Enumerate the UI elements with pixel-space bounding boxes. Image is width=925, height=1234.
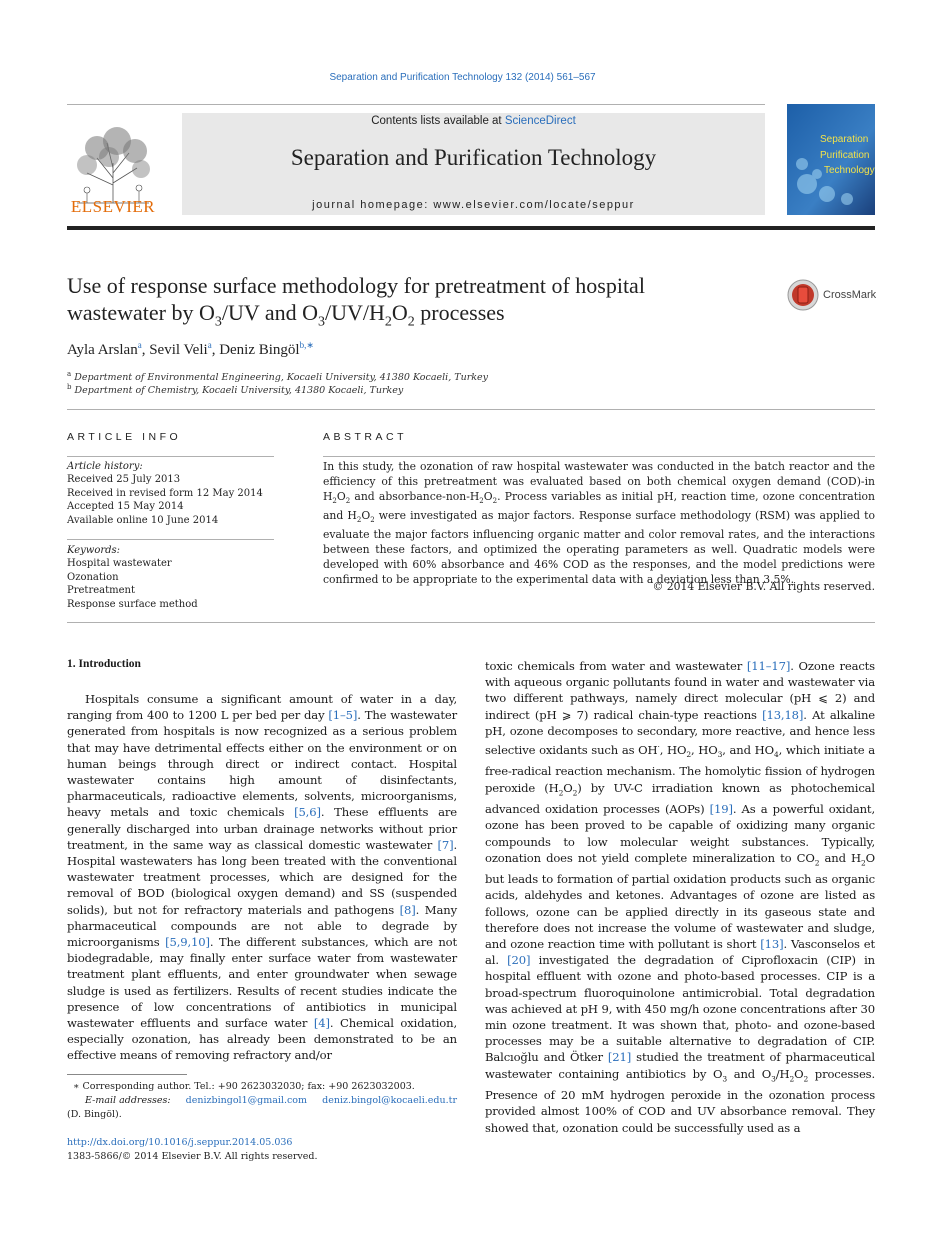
history-item: Accepted 15 May 2014 (67, 501, 184, 513)
keywords (67, 544, 277, 611)
elsevier-wordmark: ELSEVIER (70, 197, 156, 216)
doi-link[interactable]: http://dx.doi.org/10.1016/j.seppur.2014.05.036 (67, 1137, 293, 1148)
section-divider (67, 409, 875, 410)
author-name: Sevil Veli (149, 342, 208, 358)
citation-link[interactable]: [1–5] (328, 708, 358, 723)
citation-link[interactable]: [7] (437, 837, 454, 852)
journal-name: Separation and Purification Technology (290, 145, 657, 170)
journal-header-box (182, 113, 765, 215)
email-label: E-mail addresses: (85, 1095, 171, 1106)
citation-link[interactable]: [21] (607, 1050, 632, 1065)
abstract-heading: ABSTRACT (323, 431, 408, 443)
keyword-item: Response surface method (67, 598, 198, 610)
abstract-divider (323, 456, 875, 457)
cover-title (820, 132, 875, 179)
citation-link[interactable]: [19] (709, 802, 733, 817)
keywords-label: Keywords: (67, 545, 121, 556)
affiliation: $^b$ Department of Chemistry, Kocaeli University, 41380 Kocaeli, Turkey (67, 383, 404, 397)
footnote (67, 1080, 457, 1122)
article-info-divider (67, 539, 274, 540)
keyword-item: Pretreatment (67, 585, 135, 597)
affiliation: $^a$ Department of Environmental Engineering, Kocaeli University, 41380 Kocaeli, Turkey (67, 370, 488, 384)
article-info-heading: ARTICLE INFO (67, 431, 182, 443)
author-affil-sup[interactable]: b,∗ (299, 340, 314, 350)
header-divider (67, 104, 765, 105)
footnote-rule (67, 1074, 187, 1075)
author-name: Ayla Arslan (67, 342, 138, 358)
cover-title-line: Separation (820, 134, 869, 145)
author-name: Deniz Bingöl (219, 342, 300, 358)
section-divider (67, 622, 875, 623)
section-heading-introduction: 1. Introduction (67, 658, 141, 670)
title-line-1: Use of response surface methodology for pretreatment of hospital (67, 273, 645, 298)
citation-link[interactable]: [8] (399, 902, 416, 917)
issn-copyright: 1383-5866/© 2014 Elsevier B.V. All rights reserved. (67, 1151, 318, 1162)
keyword-item: Hospital wastewater (67, 558, 172, 570)
cover-title-line: Technology (824, 165, 875, 176)
citation-link[interactable]: [13,18] (762, 707, 804, 722)
email-line (67, 1094, 457, 1108)
abstract-text: In this study, the ozonation of raw hospital wastewater was conducted in the batch reactor and the efficiency of this pretreatment was evaluated based on both chemical oxygen demand (COD)-in $H_2O_2$ and absorbance-$non-H_2O_2$. Process variables as initial pH, reaction time, ozone concentration and $H_2O_2$ were investigated as major factors. Response surface methodology (RSM) was applied to evaluate the major factors influencing organic matter and color removal rates, and the interactions between these factors, and optimized the operating parameters as well. Quadratic models were developed with 60% absorbance and 46% COD as the responses, and the model predictions were confirmed to be appropriate to the experimental data with a deviation less than 3.5%. (323, 460, 875, 586)
intro-column-right: toxic chemicals from water and wastewater [11–17]. Ozone reacts with aqueous organic pollutants found in water and wastewater via two different pathways, namely direct molecular (pH ⩽ 2) and indirect (pH ⩾ 7) radical chain-type reactions [13,18]. At alkaline pH, ozone decomposes to secondary, more reactive, and hence less selective oxidants such as OH·, $HO_2$, $HO_3$, and $HO_4$, which initiate a free-radical reaction mechanism. The homolytic fission of hydrogen peroxide $(H_2O_2)$ by UV-C irradiation known as photochemical advanced oxidation processes (AOPs) [19]. As a powerful oxidant, ozone has been proved to be capable of oxidizing many organic compounds to low molecular weight substances. Typically, ozonation does not yield complete mineralization to $CO_2$ and $H_2O$ but leads to formation of partial oxidation products such as organic acids, aldehydes and ketones. Advantages of ozone are listed as follows, ozone can be applied directly in its gaseous state and therefore does not increase the volume of wastewater and sludge, and ozone reaction time with pollutant is short [13]. Vasconselos et al. [20] investigated the degradation of Ciprofloxacin (CIP) in hospital effluent with ozone and photo-based processes. CIP is a broad-spectrum fluoroquinolone antimicrobial. Total degradation was achieved at pH 9, with 450 mg/h ozone concentrations after 30 min ozone treatment. It was shown that, photo- and ozone-based processes may be a suitable alternative to degradation of CIP. Balcıoğlu and Ötker [21] studied the treatment of pharmaceutical wastewater containing antibiotics by $O_3$ and $O_3/H_2O_2$ processes. Presence of 20 mM hydrogen peroxide in the ozonation process provided almost 100% of COD and UV absorbance removal. They showed that, ozonation could be successfully used as a (485, 659, 875, 1135)
intro-column-left: Hospitals consume a significant amount of water in a day, ranging from 400 to 1200 L per bed per day [1–5]. The wastewater generated from hospitals is now recognized as a serious problem that may have detrimental effects either on the environment or on human beings through direct or indirect contact. Hospital wastewater contains high amount of disinfectants, pharmaceuticals, radioactive elements, solvents, microorganisms, heavy metals and toxic chemicals [5,6]. These effluents are generally discharged into urban drainage networks without prior treatment, in the same way as classical domestic wastewater [7]. Hospital wastewaters has long been treated with the conventional wastewater treatment processes, which are designed for the removal of BOD (biological oxygen demand) and SS (suspended solids), but not for refractory materials and pathogens [8]. Many pharmaceutical compounds are not able to degrade by microorganisms [5,9,10]. The different substances, which are not biodegradable, may finally enter surface water from wastewater treatment plant effluents, and enter groundwater when sewage sludge is used as fertilizers. Results of recent studies indicate the presence of low concentrations of antibiotics in municipal wastewater effluents and surface water [4]. Chemical oxidation, especially ozonation, has already been demonstrated to be an effective means of removing refractory and/or (67, 692, 458, 1063)
citation-link[interactable]: [4] (313, 1016, 330, 1031)
crossmark-icon[interactable] (787, 278, 819, 312)
history-item: Received 25 July 2013 (67, 474, 181, 486)
article-title (67, 272, 757, 335)
cover-title-line: Purification (820, 149, 870, 161)
title-line-2: wastewater by $O_3/UV$ and $O_3/UV/H_2O_2$ processes (67, 300, 505, 330)
author-affil-sup[interactable]: a (137, 340, 142, 350)
crossmark-label[interactable]: CrossMark (823, 289, 877, 301)
journal-citation[interactable]: Separation and Purification Technology 132 (2014) 561–567 (329, 72, 596, 83)
history-item: Available online 10 June 2014 (67, 514, 219, 526)
journal-homepage[interactable]: journal homepage: www.elsevier.com/locate/seppur (312, 199, 635, 211)
history-label: Article history: (67, 461, 143, 472)
sciencedirect-link[interactable]: ScienceDirect (504, 115, 576, 127)
history-item: Received in revised form 12 May 2014 (67, 487, 263, 499)
email-owner: (D. Bingöl). (67, 1109, 122, 1120)
article-info-divider (67, 456, 274, 457)
abstract-copyright: © 2014 Elsevier B.V. All rights reserved. (652, 580, 875, 593)
article-history (67, 460, 277, 527)
citation-link[interactable]: [5,6] (294, 805, 321, 820)
citation-link[interactable]: [13] (760, 937, 784, 952)
author-list: Ayla Arslan$^a$, Sevil Veli$^a$, Deniz Bingöl$^{b,∗}$ (67, 340, 314, 358)
contents-line (182, 115, 765, 127)
citation-link[interactable]: [20] (507, 953, 531, 968)
email-link[interactable]: deniz.bingol@kocaeli.edu.tr (322, 1095, 457, 1106)
contents-prefix: Contents lists available at (371, 115, 505, 127)
keyword-item: Ozonation (67, 571, 119, 583)
doi-block (67, 1136, 318, 1164)
author-affil-sup[interactable]: a (207, 340, 212, 350)
citation-link[interactable]: [11–17] (746, 659, 791, 673)
corresponding-author-note: ∗ Corresponding author. Tel.: +90 2623032030; fax: +90 2623032003. (73, 1081, 415, 1092)
citation-link[interactable]: [5,9,10] (165, 935, 210, 950)
email-link[interactable]: denizbingol1@gmail.com (185, 1095, 308, 1106)
header-thick-rule (67, 226, 875, 230)
